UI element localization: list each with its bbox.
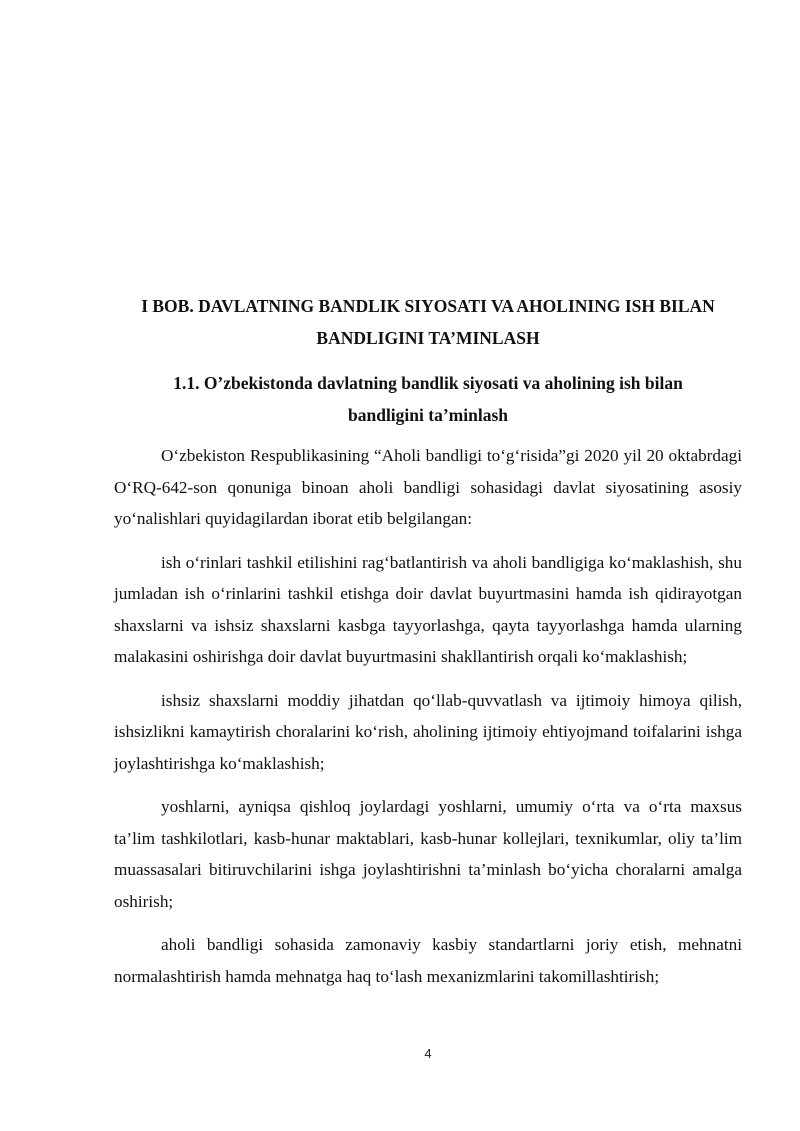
paragraph-item-4: aholi bandligi sohasida zamonaviy kasbiy standartlarni joriy etish, mehnatni normalashtirish hamda mehnatga haq to‘lash mexanizmlarini takomillashtirish; bbox=[114, 935, 742, 986]
chapter-title bbox=[114, 290, 742, 354]
section-title bbox=[114, 367, 742, 431]
section-title-line-2: bandligini ta’minlash bbox=[348, 405, 508, 425]
chapter-title-line-2: BANDLIGINI TA’MINLASH bbox=[316, 328, 540, 348]
document-page bbox=[114, 0, 742, 1131]
section-title-line-1: 1.1. O’zbekistonda davlatning bandlik siyosati va aholining ish bilan bbox=[173, 373, 683, 393]
chapter-title-line-1: I BOB. DAVLATNING BANDLIK SIYOSATI VA AHOLINING ISH BILAN bbox=[141, 296, 715, 316]
body-text bbox=[114, 440, 742, 1004]
paragraph-item-3: yoshlarni, ayniqsa qishloq joylardagi yoshlarni, umumiy o‘rta va o‘rta maxsus ta’lim tashkilotlari, kasb-hunar maktablari, kasb-hunar kollejlari, texnikumlar, oliy ta’lim muassasalari bitiruvchilarini ishga joylashtirishni ta’minlash bo‘yicha choralarni amalga oshirish; bbox=[114, 797, 742, 911]
paragraph-intro: O‘zbekiston Respublikasining “Aholi bandligi to‘g‘risida”gi 2020 yil 20 oktabrdagi O‘RQ-642-son qonuniga binoan aholi bandligi sohasidagi davlat siyosatining asosiy yo‘nalishlari quyidagilardan iborat etib belgilangan: bbox=[114, 446, 742, 528]
page-number: 4 bbox=[424, 1046, 432, 1061]
paragraph-item-1: ish o‘rinlari tashkil etilishini rag‘batlantirish va aholi bandligiga ko‘maklashish, shu jumladan ish o‘rinlarini tashkil etishga doir davlat buyurtmasini hamda ish qidirayotgan shaxslarni va ishsiz shaxslarni kasbga tayyorlashga, qayta tayyorlashga hamda ularning malakasini oshirishga doir davlat buyurtmasini shakllantirish orqali ko‘maklashish; bbox=[114, 552, 742, 666]
paragraph-item-2: ishsiz shaxslarni moddiy jihatdan qo‘llab-quvvatlash va ijtimoiy himoya qilish, ishsizlikni kamaytirish choralarini ko‘rish, aholining ijtimoiy ehtiyojmand toifalarini ishga joylashtirishga ko‘maklashish; bbox=[114, 690, 742, 773]
